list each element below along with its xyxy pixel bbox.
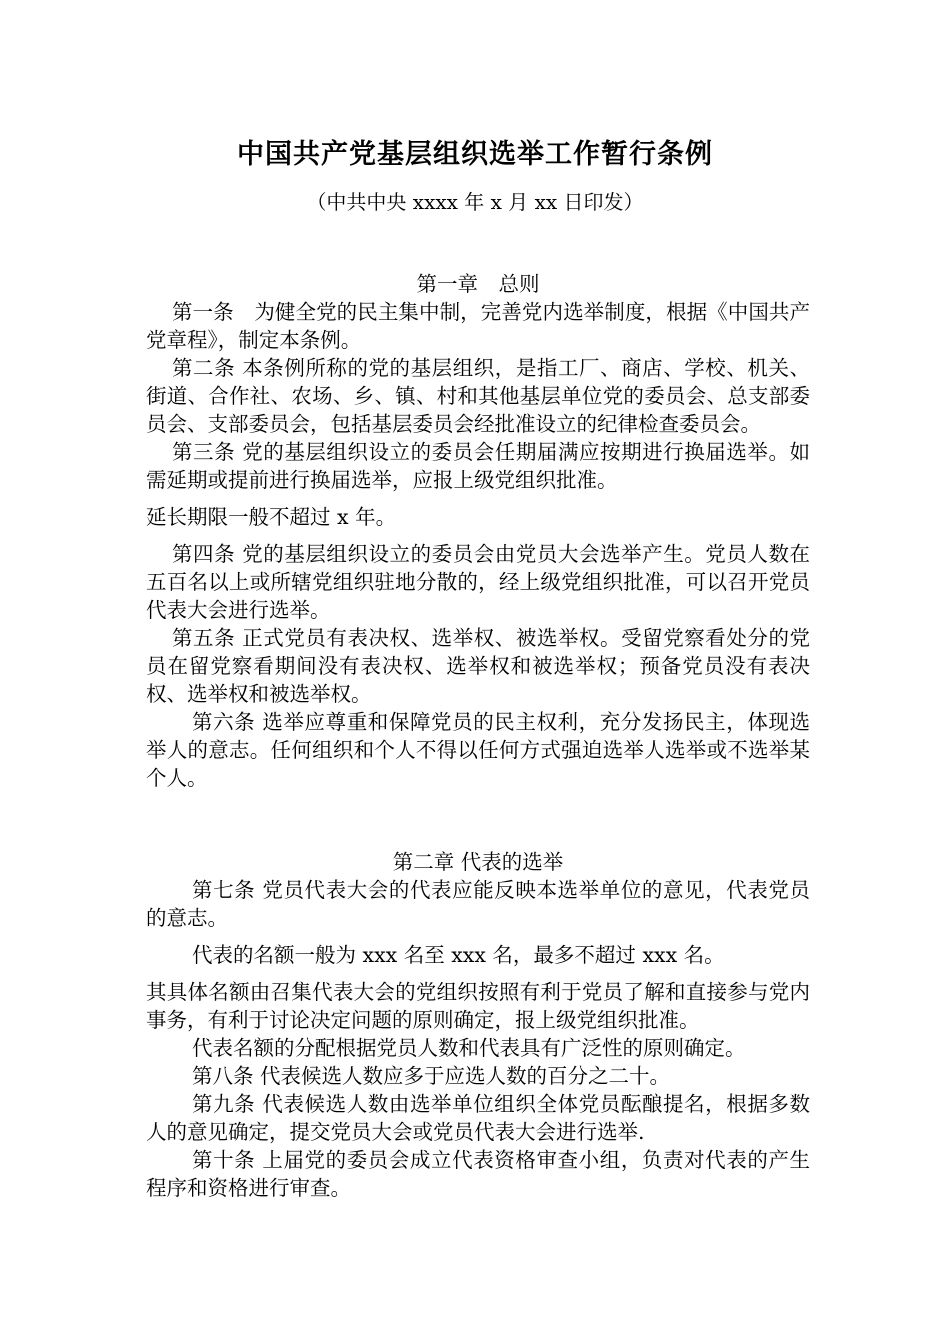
- article-9: 第九条 代表候选人数由选举单位组织全体党员酝酿提名，根据多数人的意见确定，提交党员大会或党员代表大会进行选举.: [146, 1092, 810, 1144]
- chapter-2-heading: 第二章 代表的选举: [392, 850, 564, 874]
- article-1: 第一条 为健全党的民主集中制，完善党内选举制度，根据《中国共产党章程》，制定本条例。: [146, 300, 810, 352]
- chapter-1-heading: 第一章 总则: [416, 272, 540, 296]
- article-6: 第六条 选举应尊重和保障党员的民主权利，充分发扬民主，体现选举人的意志。任何组织和个人不得以任何方式强迫选举人选举或不选举某个人。: [146, 710, 810, 790]
- article-4: 第四条 党的基层组织设立的委员会由党员大会选举产生。党员人数在五百名以上或所辖党组织驻地分散的，经上级党组织批准，可以召开党员代表大会进行选举。: [146, 542, 810, 622]
- article-10: 第十条 上届党的委员会成立代表资格审查小组，负责对代表的产生程序和资格进行审查。: [146, 1148, 810, 1200]
- article-7-quota: 代表的名额一般为 xxx 名至 xxx 名，最多不超过 xxx 名。: [192, 943, 725, 967]
- article-3: 第三条 党的基层组织设立的委员会任期届满应按期进行换届选举。如需延期或提前进行换届选举，应报上级党组织批准。: [146, 440, 810, 492]
- article-2: 第二条 本条例所称的党的基层组织，是指工厂、商店、学校、机关、街道、合作社、农场、乡、镇、村和其他基层单位党的委员会、总支部委员会、支部委员会，包括基层委员会经批准设立的纪律检查委员会。: [146, 356, 810, 436]
- article-7: 第七条 党员代表大会的代表应能反映本选举单位的意见，代表党员的意志。: [146, 878, 810, 930]
- article-5: 第五条 正式党员有表决权、选举权、被选举权。受留党察看处分的党员在留党察看期间没有表决权、选举权和被选举权；预备党员没有表决权、选举权和被选举权。: [146, 626, 810, 706]
- article-3-continuation: 延长期限一般不超过 x 年。: [146, 505, 397, 529]
- document-body: [146, 270, 810, 1202]
- article-7-continuation: 其具体名额由召集代表大会的党组织按照有利于党员了解和直接参与党内事务，有利于讨论决定问题的原则确定，报上级党组织批准。: [146, 980, 810, 1032]
- document-subtitle: （中共中央 xxxx 年 x 月 xx 日印发）: [306, 190, 644, 214]
- article-7-allocation: 代表名额的分配根据党员人数和代表具有广泛性的原则确定。: [192, 1036, 746, 1060]
- document-title: 中国共产党基层组织选举工作暂行条例: [237, 139, 713, 170]
- article-8: 第八条 代表候选人数应多于应选人数的百分之二十。: [192, 1064, 671, 1088]
